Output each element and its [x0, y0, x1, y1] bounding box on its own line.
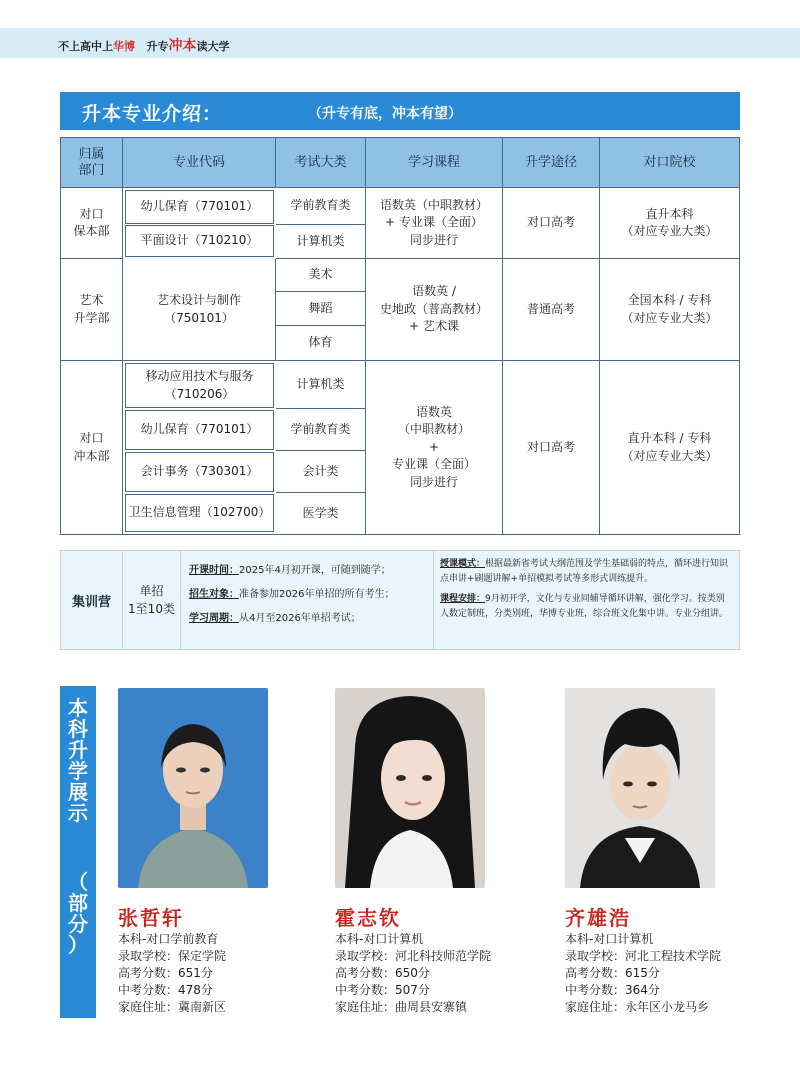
- showcase-title-main-char-1: 科: [68, 717, 88, 741]
- showcase-title-main-char-5: 示: [68, 801, 88, 825]
- student-zhongkao-2: 中考分数：507分: [335, 983, 430, 997]
- group2-category-1: 美术: [276, 259, 366, 292]
- camp-teaching: [433, 551, 739, 649]
- group2-schools: 全国本科 / 专科 （对应专业大类）: [600, 259, 739, 361]
- camp-arrange-label: 课程安排：: [440, 594, 486, 604]
- group3-major-4: 卫生信息管理（102700）: [125, 494, 274, 532]
- group3-courses: 语数英 （中职教材） + 专业课（全面） 同步进行: [366, 361, 503, 534]
- table-header-schools: 对口院校: [600, 138, 739, 188]
- showcase-title-sub: [60, 872, 96, 956]
- student-photo-2: [335, 688, 485, 888]
- group1-courses: 语数英（中职教材） + 专业课（全面） 同步进行: [366, 188, 503, 259]
- student-zhongkao-3: 中考分数：364分: [565, 983, 660, 997]
- camp-mode-label: 授课模式：: [440, 559, 486, 569]
- slogan-part3: 读大学: [196, 40, 230, 53]
- student-address-2: 家庭住址：曲周县安寨镇: [335, 1000, 468, 1014]
- table-header-dept: 归属 部门: [61, 138, 123, 188]
- camp-mode-value: 根据最新省考试大纲范围及学生基础弱的特点，循环进行知识点串讲+刷题讲解+单招模拟考试等多形式训练提升。: [440, 559, 729, 584]
- group2-category-2: 舞蹈: [276, 292, 366, 326]
- student-name-2: 霍志钦: [335, 906, 401, 930]
- showcase-title-main-char-4: 展: [68, 780, 88, 804]
- group1-major-1: 幼儿保育（770101）: [125, 190, 274, 224]
- camp-start-value: 2025年4月初开课，可随到随学；: [239, 565, 391, 576]
- group3-route: 对口高考: [503, 361, 600, 534]
- showcase-title-sub-char-3: ）: [68, 933, 88, 957]
- camp-start: [189, 561, 425, 585]
- student-photo-3: [565, 688, 715, 888]
- table-header-route: 升学途径: [503, 138, 600, 188]
- camp-arrange-value: 9月初开学，文化与专业同辅导循环讲解，强化学习。按类别人数定制班，分类别班，华博专业班，综合班文化集中讲。专业分组讲。: [440, 594, 729, 619]
- student-info-1: [118, 931, 226, 1016]
- camp-period: [189, 609, 425, 633]
- group3-category-2: 学前教育类: [276, 409, 366, 451]
- student-address-3: 家庭住址：永年区小龙马乡: [565, 1000, 710, 1014]
- student-program-1: 本科-对口学前教育: [118, 932, 219, 946]
- showcase-title-main: [60, 698, 96, 824]
- camp-type: [123, 551, 181, 649]
- student-gaokao-2: 高考分数：650分: [335, 966, 430, 980]
- showcase-title-sub-char-1: 部: [68, 891, 88, 915]
- camp-arrange: [440, 592, 733, 622]
- slogan-brand: 华博: [113, 40, 135, 53]
- section-title: [60, 92, 740, 130]
- majors-table: [60, 137, 740, 535]
- student-gaokao-3: 高考分数：615分: [565, 966, 660, 980]
- slogan-part2: 升专: [146, 40, 169, 53]
- group3-major-2: 幼儿保育（770101）: [125, 410, 274, 450]
- student-portrait-1: [118, 688, 268, 888]
- group3-category-1: 计算机类: [276, 361, 366, 409]
- group3-major-3: 会计事务（730301）: [125, 452, 274, 492]
- group3-category-3: 会计类: [276, 451, 366, 493]
- student-info-3: [565, 931, 721, 1016]
- showcase-title-sub-char-2: 分: [68, 912, 88, 936]
- group1-category-1: 学前教育类: [276, 188, 366, 225]
- camp-type-line2: 1至10类: [128, 602, 175, 616]
- student-zhongkao-1: 中考分数：478分: [118, 983, 213, 997]
- group2-major-1: 艺术设计与制作 （750101）: [123, 259, 276, 361]
- showcase-title-sub-char-0: （: [68, 870, 88, 894]
- group2-courses: 语数英 / 史地政（普高教材） + 艺术课: [366, 259, 503, 361]
- group2-dept: 艺术 升学部: [61, 259, 123, 361]
- student-school-1: 录取学校：保定学院: [118, 949, 227, 963]
- training-camp-box: [60, 550, 740, 650]
- table-header-courses: 学习课程: [366, 138, 503, 188]
- camp-target: [189, 585, 425, 609]
- table-header-category: 考试大类: [276, 138, 366, 188]
- section-title-sub: （升专有底，冲本有望）: [308, 106, 462, 122]
- group3-category-4: 医学类: [276, 493, 366, 534]
- group3-major-1: 移动应用技术与服务 （710206）: [125, 363, 274, 408]
- camp-mode: [440, 557, 733, 587]
- showcase-title-main-char-0: 本: [68, 696, 88, 720]
- group1-major-2: 平面设计（710210）: [125, 225, 274, 257]
- header-slogan: [58, 35, 230, 55]
- camp-period-label: 学习周期：: [189, 613, 239, 624]
- table-header-code: 专业代码: [123, 138, 276, 188]
- student-portrait-3: [565, 688, 715, 888]
- group2-route: 普通高考: [503, 259, 600, 361]
- group2-category-3: 体育: [276, 326, 366, 361]
- student-program-2: 本科-对口计算机: [335, 932, 424, 946]
- student-portrait-2: [335, 688, 485, 888]
- student-school-2: 录取学校：河北科技师范学院: [335, 949, 492, 963]
- section-title-main: 升本专业介绍：: [82, 103, 223, 125]
- student-address-1: 家庭住址：冀南新区: [118, 1000, 227, 1014]
- student-info-2: [335, 931, 491, 1016]
- top-banner: [0, 28, 800, 58]
- camp-type-line1: 单招: [139, 584, 164, 598]
- camp-details: [189, 561, 425, 633]
- student-school-3: 录取学校：河北工程技术学院: [565, 949, 722, 963]
- group1-schools: 直升本科 （对应专业大类）: [600, 188, 739, 259]
- student-gaokao-1: 高考分数：651分: [118, 966, 213, 980]
- student-name-3: 齐雄浩: [565, 906, 631, 930]
- camp-target-value: 准备参加2026年单招的所有考生；: [239, 589, 395, 600]
- showcase-title-main-char-2: 升: [68, 738, 88, 762]
- student-photo-1: [118, 688, 268, 888]
- group3-dept: 对口 冲本部: [61, 361, 123, 534]
- showcase-title: [60, 686, 96, 1018]
- camp-title: 集训营: [61, 551, 123, 649]
- group3-schools: 直升本科 / 专科 （对应专业大类）: [600, 361, 739, 534]
- student-program-3: 本科-对口计算机: [565, 932, 654, 946]
- group1-category-2: 计算机类: [276, 225, 366, 259]
- camp-period-value: 从4月至2026年单招考试；: [239, 613, 361, 624]
- camp-target-label: 招生对象：: [189, 589, 239, 600]
- slogan-big: 冲本: [168, 38, 197, 54]
- showcase-title-main-char-3: 学: [68, 759, 88, 783]
- slogan-part1: 不上高中上: [58, 40, 113, 53]
- camp-start-label: 开课时间：: [189, 565, 239, 576]
- group1-dept: 对口 保本部: [61, 188, 123, 259]
- group1-route: 对口高考: [503, 188, 600, 259]
- student-name-1: 张哲轩: [118, 906, 184, 930]
